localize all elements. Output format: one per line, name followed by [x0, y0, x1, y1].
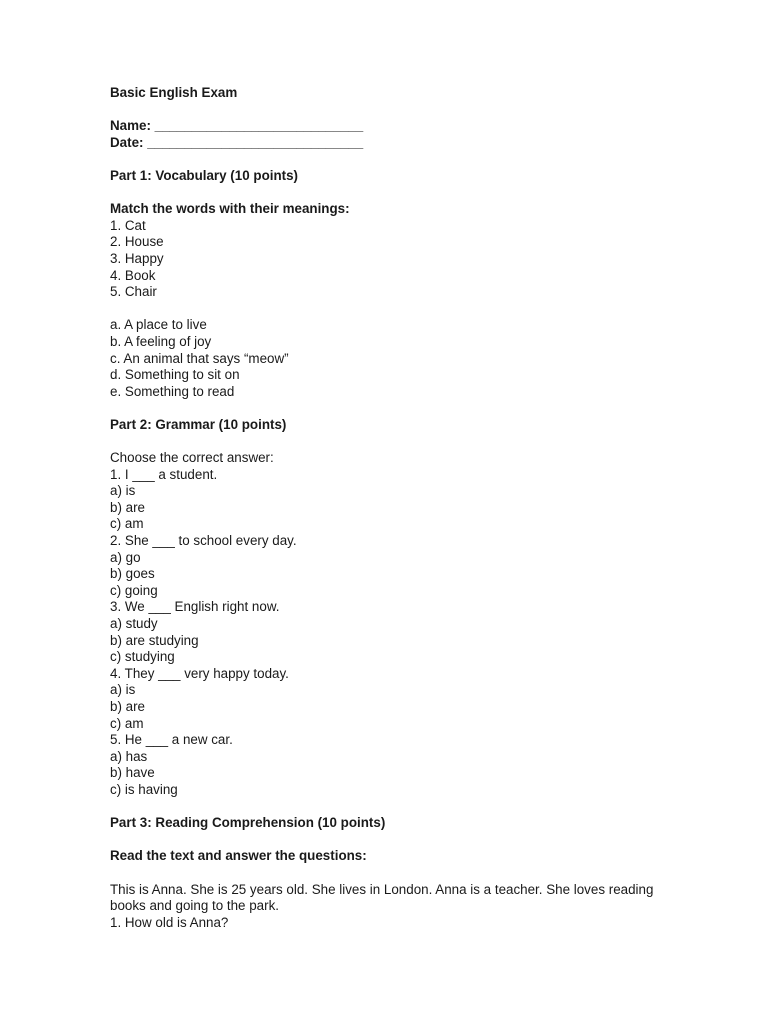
exam-document — [110, 85, 670, 931]
vocab-meaning: e. Something to read — [110, 383, 235, 399]
spacer — [110, 151, 670, 168]
grammar-question: 3. We ___ English right now. — [110, 599, 280, 615]
part1-instruction: Match the words with their meanings: — [110, 201, 350, 217]
grammar-question: 4. They ___ very happy today. — [110, 665, 289, 681]
grammar-option: b) are — [110, 698, 145, 714]
grammar-option: a) is — [110, 483, 136, 499]
vocab-word: 4. Book — [110, 267, 156, 283]
part2-heading: Part 2: Grammar (10 points) — [110, 416, 287, 432]
grammar-option: c) studying — [110, 649, 175, 665]
spacer — [110, 433, 670, 450]
grammar-question: 2. She ___ to school every day. — [110, 533, 297, 549]
vocab-word: 3. Happy — [110, 250, 164, 266]
grammar-option: a) is — [110, 682, 136, 698]
spacer — [110, 799, 670, 816]
spacer — [110, 400, 670, 417]
spacer — [110, 865, 670, 882]
exam-title: Basic English Exam — [110, 85, 238, 100]
vocab-word: 5. Chair — [110, 284, 157, 300]
spacer — [110, 301, 670, 318]
vocab-meaning: b. A feeling of joy — [110, 333, 212, 349]
part1-heading: Part 1: Vocabulary (10 points) — [110, 167, 299, 183]
part3-instruction: Read the text and answer the questions: — [110, 848, 367, 864]
part3-heading: Part 3: Reading Comprehension (10 points) — [110, 815, 386, 831]
reading-passage: This is Anna. She is 25 years old. She lives in London. Anna is a teacher. She loves reading books and going to the park. — [110, 881, 654, 914]
grammar-option: b) have — [110, 765, 155, 781]
grammar-option: c) is having — [110, 781, 178, 797]
grammar-option: b) are studying — [110, 632, 199, 648]
grammar-option: b) are — [110, 499, 145, 515]
grammar-option: b) goes — [110, 566, 155, 582]
spacer — [110, 102, 670, 119]
grammar-option: c) going — [110, 582, 158, 598]
grammar-option: a) go — [110, 549, 141, 565]
name-field-line: Name: ____________________________ — [110, 118, 364, 134]
spacer — [110, 185, 670, 202]
grammar-option: a) study — [110, 616, 158, 631]
spacer — [110, 832, 670, 849]
grammar-option: c) am — [110, 516, 144, 532]
vocab-word: 2. House — [110, 234, 164, 250]
grammar-option: a) has — [110, 748, 148, 764]
vocab-meaning: d. Something to sit on — [110, 367, 240, 383]
grammar-question: 5. He ___ a new car. — [110, 732, 233, 748]
part2-instruction: Choose the correct answer: — [110, 450, 274, 466]
vocab-meaning: c. An animal that says “meow” — [110, 350, 289, 366]
reading-question: 1. How old is Anna? — [110, 914, 229, 930]
date-field-line: Date: _____________________________ — [110, 134, 364, 150]
vocab-meaning: a. A place to live — [110, 317, 207, 333]
grammar-option: c) am — [110, 715, 144, 731]
grammar-question: 1. I ___ a student. — [110, 466, 218, 482]
vocab-word: 1. Cat — [110, 217, 146, 233]
